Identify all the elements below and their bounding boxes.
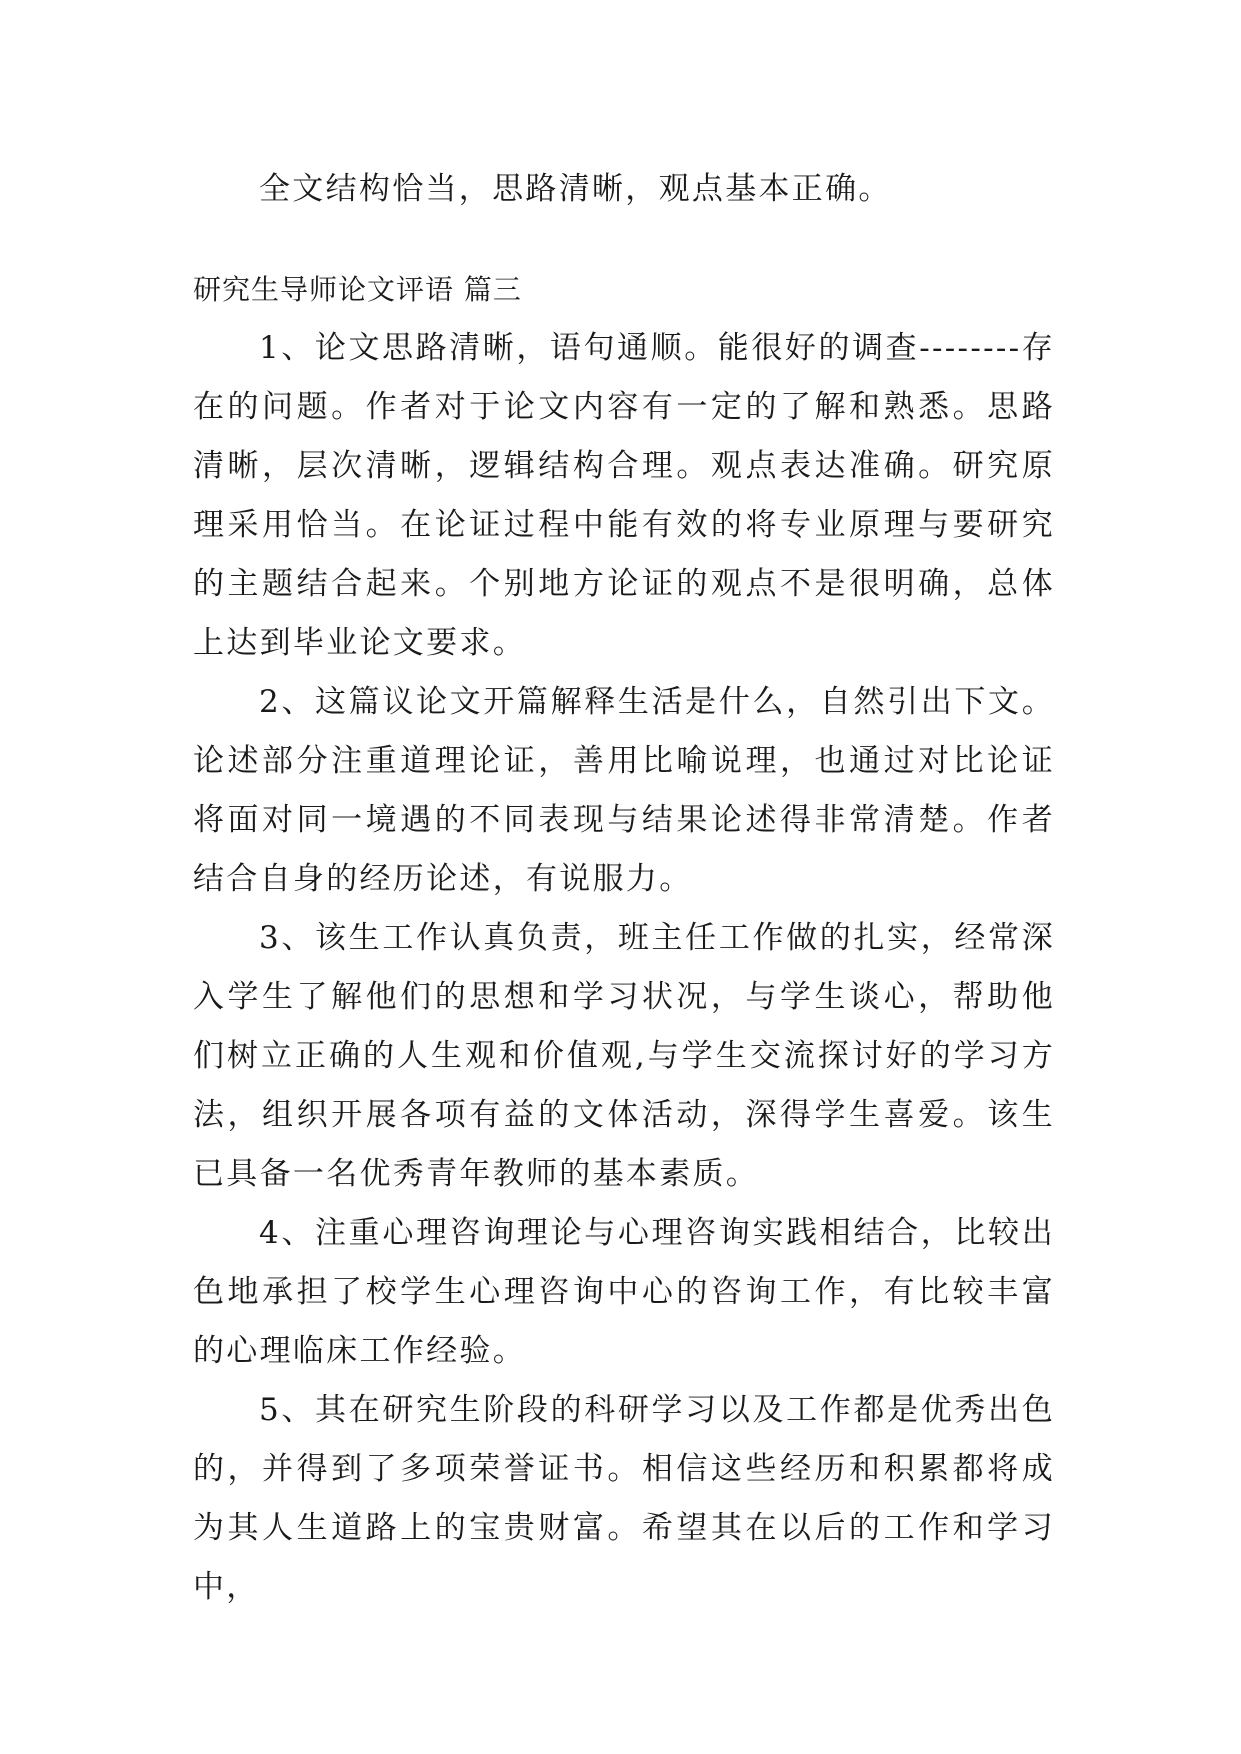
section-heading: 研究生导师论文评语 篇三: [193, 273, 522, 306]
paragraph-5: 5、其在研究生阶段的科研学习以及工作都是优秀出色的，并得到了多项荣誉证书。相信这些经历和积累都将成为其人生道路上的宝贵财富。希望其在以后的工作和学习中，: [193, 1392, 1055, 1605]
intro-paragraph: 全文结构恰当，思路清晰，观点基本正确。: [259, 171, 892, 207]
paragraph-1: 1、论文思路清晰，语句通顺。能很好的调查--------存在的问题。作者对于论文内容有一定的了解和熟悉。思路清晰，层次清晰，逻辑结构合理。观点表达准确。研究原理采用恰当。在论证过程中能有效的将专业原理与要研究的主题结合起来。个别地方论证的观点不是很明确，总体上达到毕业论文要求。: [193, 330, 1055, 661]
document-body: [193, 160, 1055, 1617]
paragraph-2: 2、这篇议论文开篇解释生活是什么，自然引出下文。论述部分注重道理论证，善用比喻说理，也通过对比论证将面对同一境遇的不同表现与结果论述得非常清楚。作者结合自身的经历论述，有说服力。: [193, 684, 1055, 897]
paragraph-3: 3、该生工作认真负责，班主任工作做的扎实，经常深入学生了解他们的思想和学习状况，与学生谈心，帮助他们树立正确的人生观和价值观,与学生交流探讨好的学习方法，组织开展各项有益的文体活动，深得学生喜爱。该生已具备一名优秀青年教师的基本素质。: [193, 920, 1055, 1192]
paragraph-4: 4、注重心理咨询理论与心理咨询实践相结合，比较出色地承担了校学生心理咨询中心的咨询工作，有比较丰富的心理临床工作经验。: [193, 1215, 1055, 1369]
